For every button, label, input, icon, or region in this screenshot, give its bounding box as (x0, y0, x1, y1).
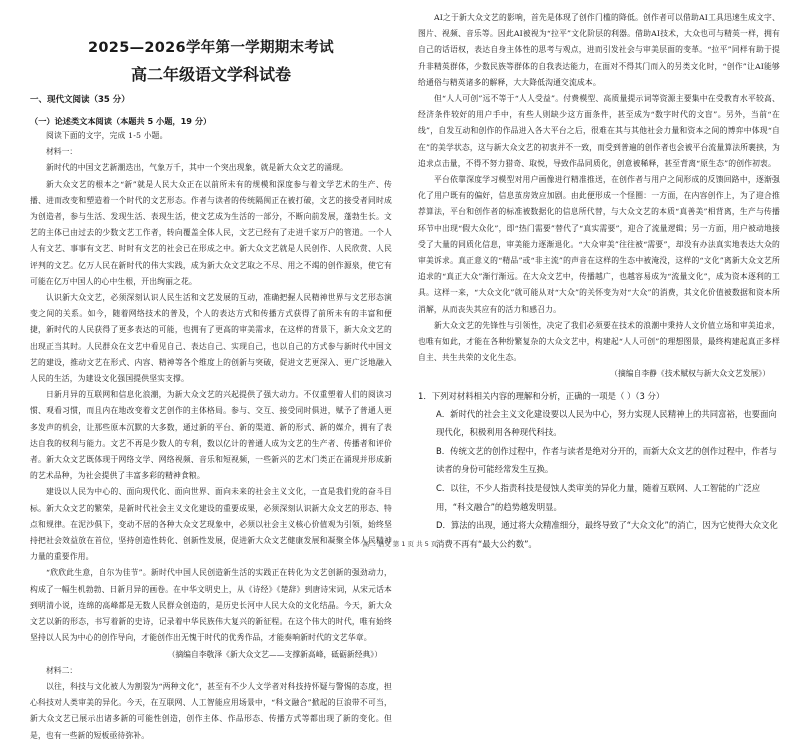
material-one-label: 材料一： (46, 147, 78, 157)
paragraph: 新时代的中国文艺新潮迭出，气象万千，其中一个突出现象，就是新大众文艺的涌现。 (46, 163, 348, 173)
right-column (418, 10, 780, 550)
question-stem: 1．下列对材料相关内容的理解和分析，正确的一项是（ ）（3 分） (418, 390, 665, 401)
answer-option-b: B．传统文艺的创作过程中，作者与读者是绝对分开的，而新大众文艺的创作过程中，作者与读者的身份可能经常发生互换。 (436, 445, 777, 475)
left-column (30, 10, 392, 740)
paragraph: 平台依靠深度学习模型对用户画像进行精准推送，在创作者与用户之间形成的反馈回路中，逐渐强化了用户既有的偏好，信息茧房效应加剧。由此便形成一个怪圈：一方面，在内容创作上，为了迎合推荐算法，平台和创作者的标准被数据化的信息所代替，与大众文艺的本质“真善美”相背离，生产与传播环节中出现“假大众化”，即“热门需要”替代了“真实需要”，迎合了流量逻辑；另一方面，用户被动地接受了大量的同质化信息，审美能力逐渐退化。“大众审美”往往被“需要”，却没有办法真实地表达大众的审美诉求。真正意义的“精品”或“非主流”的声音在这样的生态中被淹没，这样的“文化”离新大众文艺所追求的“真正大众”渐行渐远。在大众文艺中，传播越广，也越容易成为“流量文化”，成为资本逐利的工具。这样一来，“大众文化”就可能从对“大众”的关怀变为对“大众”的消费，其文化价值被数据和资本所消解，从而丧失其应有的活力和感召力。 (418, 175, 780, 314)
paragraph: AI之于新大众文艺的影响，首先是体现了创作门槛的降低。创作者可以借助AI工具迅速生成文字、图片、视频、音乐等。因此AI被视为“拉平”文化阶层的利器。借助AI技术，大众也可与精英一样，拥有自己的话语权，表达自身主体性的思考与观点，进而引发社会与审美层面的变革。“拉平”同样有助于提升非精英群体，少数民族等群体的自我表达能力，在面对不得其门而入的另类文化时，“创作”让AI能够给通俗与精英诸多的解释，大大降低沟通交流成本。 (418, 13, 780, 87)
source-citation: （摘编自李静《技术赋权与新大众文艺发展》） (610, 369, 770, 379)
paragraph: 建设以人民为中心的、面向现代化、面向世界、面向未来的社会主义文化，一直是我们党的奋斗目标。新大众文艺的繁荣，是新时代社会主义文化建设的重要成果，必须深刻认识新大众文艺的形态、特点和规律。在泥沙俱下，变动不居的各种大众文艺现象中，必须以社会主义核心价值观为引领，始终坚持把社会效益放在首位，坚持创造性转化、创新性发展，促进新大众文艺健康发展和凝聚全体人民精神力量的重要作用。 (30, 487, 392, 562)
paragraph: 新大众文艺的根本之“新”就是人民大众正在以前所未有的规模和深度参与着文学艺术的生产、传播、进而改变和塑造着一个时代的文艺形态。作者与读者的传统隔阂正在被打破，文艺的接受者同时成为创造者，参与生活、发现生活、表现生活，使文艺成为生活的一部分，不断向前发展，蓬勃生长。文艺的主体已由过去的少数文艺工作者，转向覆盖全体人民，文艺已经有了走进千家万户的管道。一个人人有文艺、事事有文艺、时时有文艺的社会已在形成之中。新大众文艺就是人民创作、人民欣赏、人民评判的文艺。亿万人民在新时代的伟大实践，成为新大众文艺取之不尽、用之不竭的创作源泉，使它有可能在亿万中国人的心中生根，开出绚丽之花。 (30, 179, 392, 286)
paragraph: 日新月异的互联网和信息化浪潮，为新大众文艺的兴起提供了强大动力。不仅重塑着人们的阅读习惯、观看习惯，而且内在地改变着文艺创作的主体格局。参与、交互、接受同时俱进，赋予了普通人更多发声的机会，让那些原本沉默的大多数，通过新的平台、新的渠道、新的形式、新的媒介，拥有了表达自我的权利与能力。文艺不再是少数人的专利，数以亿计的普通人成为文艺的生产者、传播者和评价者。新大众文艺既体现于网络文学、网络视频、音乐和短视频，一些新兴的艺术门类正在涌现并形成新的艺术品种，为社会提供了丰富多彩的精神食粮。 (30, 390, 392, 481)
answer-option-c: C．以往，不少人指责科技是侵蚀人类审美的异化力量，随着互联网、人工智能的广泛应用，“科文融合”的趋势越发明显。 (436, 483, 761, 512)
paragraph: 以往，科技与文化被人为割裂为“两种文化”，甚至有不少人文学者对科技持怀疑与警惕的态度，担心科技对人类审美的异化。今天，在互联网、人工智能应用场景中，“科文融合”掀起的巨浪带不可当，新大众文艺已展示出诸多新的可能性创造，创作主体、作品形态、传播方式等都出现了新的变化。但是，也有一些新的短板亟待弥补。 (30, 681, 392, 740)
exam-subtitle: 高二年级语文学科试卷 (130, 65, 291, 84)
paragraph: 但“人人可创”远不等于“人人受益”。付费模型、高质量提示词等资源主要集中在受教育水平较高、经济条件较好的用户手中，有些人则缺少这方面条件，甚至成为“数字时代的文盲”。另外，当前“在线”，自发互动和创作的作品进入各大平台之后，很难在其与其他社会力量和资本之间的博弈中体现“自在”的美学状态，这与新大众文艺的初衷并不一致，而受到普遍的创作者也会被平台流量算法所裹挟，为追求点击量，不得不努力猎奇、取悦，导致作品同质化，创意被稀释，甚至背离“原生态”的创作初衷。 (418, 94, 780, 168)
answer-option-a: A．新时代的社会主义文化建设要以人民为中心，努力实现人民精神上的共同富裕，也要面向现代化，积极利用各种现代科技。 (436, 408, 777, 438)
section-heading: 一、现代文阅读（35 分） (30, 95, 130, 105)
exam-title: 2025—2026学年第一学期期末考试 (88, 40, 334, 56)
paragraph: 新大众文艺的先锋性与引领性，决定了我们必须要在技术的浪潮中秉持人文价值立场和审美追求，也唯有如此，才能在各种纷繁复杂的大众文艺中，构建起“人人可创”的理想图景，最终构建起真正多样自主、共生共荣的文化生态。 (418, 320, 780, 363)
sub-section-heading: （一）论述类文本阅读（本题共 5 小题，19 分） (30, 116, 212, 126)
paragraph: “欣欣此生意，自尔为佳节”。新时代中国人民创造新生活的实践正在转化为文艺创新的强劲动力，构成了一幅生机勃勃、日新月异的画卷。在中华文明史上，从《诗经》《楚辞》到唐诗宋词，从宋元话本到明清小说，连绵的高峰都是无数人民群众创造的，是历史长河中人民大众的文化结晶。今天，新大众文艺以新的形态，书写着新的史诗，记录着中华民族伟大复兴的新征程。在这个伟大的时代，唯有始终坚持以人民为中心的创作导向，才能创作出无愧于时代的优秀作品，才能奏响新时代的文艺华章。 (30, 568, 392, 643)
page-footer: 高二 语文 第 1 页 共 5 页 (362, 540, 438, 548)
answer-option-d: D．算法的出现，通过将大众精准细分，最终导致了“大众文化”的消亡，因为它使得大众文化消费不再有“最大公约数”。 (436, 520, 778, 549)
source-citation: （摘编自李敬泽《新大众文艺——支撑新高峰，砥砺新经典》） (167, 649, 382, 659)
material-two-label: 材料二： (46, 665, 78, 675)
paragraph: 认识新大众文艺，必须深刻认识人民生活和文艺发展的互动，准确把握人民精神世界与文艺形态演变之间的关系。如今，随着网络技术的普及，个人的表达方式和传播方式获得了前所未有的丰富和便捷，新时代的人民获得了更多表达的可能，也拥有了更高的审美需求，在这样的背景下，新大众文艺的出现正当其时。人民群众在文艺中看见自己、表达自己、实现自己，也以自己的方式参与新时代中国文艺的建设，推动文艺在形式、内容、精神等各个维度上的创新与突破，促进文艺更深入、更广泛地融入人民的生活，为建设文化强国提供坚实支撑。 (30, 293, 392, 384)
instruction-text: 阅读下面的文字，完成 1-5 小题。 (46, 131, 168, 140)
